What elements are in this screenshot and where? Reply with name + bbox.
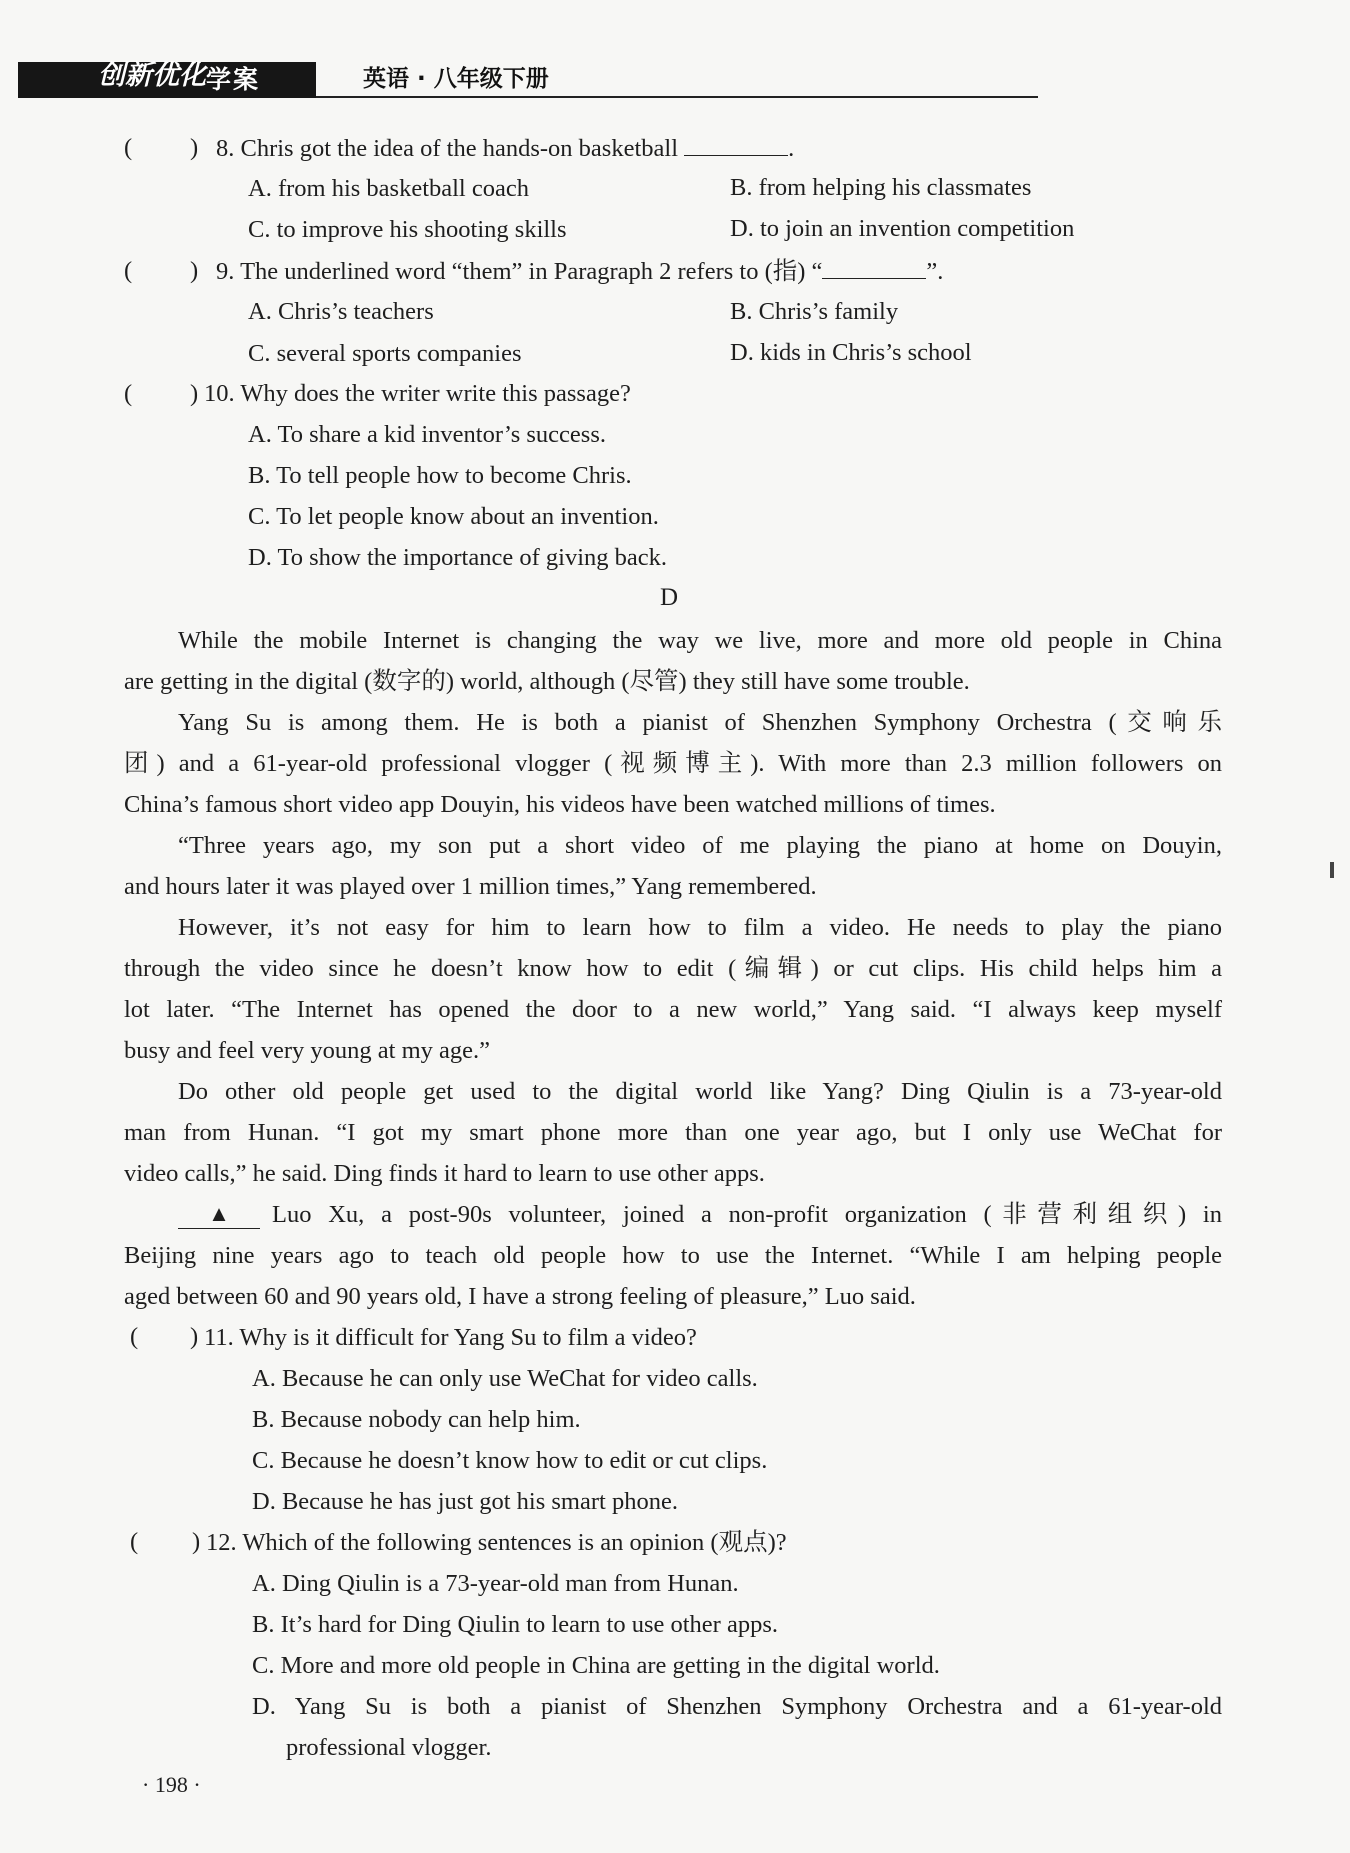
option: B. Chris’s family <box>730 298 899 325</box>
option: B. It’s hard for Ding Qiulin to learn to use other apps. <box>252 1611 778 1638</box>
option: B. from helping his classmates <box>730 174 1032 201</box>
question-number: 11. <box>204 1324 234 1351</box>
answer-paren: ( <box>130 1323 139 1350</box>
answer-paren-close: ) <box>190 1323 199 1350</box>
option: C. to improve his shooting skills <box>248 216 567 243</box>
option: A. from his basketball coach <box>248 175 529 202</box>
option: A. Chris’s teachers <box>248 298 434 325</box>
question-number: 12. <box>206 1529 237 1556</box>
question-stem <box>204 1323 697 1353</box>
question-text: Why is it difficult for Yang Su to film a video? <box>239 1324 697 1351</box>
question-text: The underlined word “them” in Paragraph 2 refers to (指) “ <box>240 258 823 285</box>
answer-paren-close: ) <box>190 134 199 161</box>
passage-line: man from Hunan. “I got my smart phone more than one year ago, but I only use WeChat for <box>124 1119 1222 1146</box>
passage-line: However, it’s not easy for him to learn how to film a video. He needs to play the piano <box>178 914 1222 941</box>
question-text: Why does the writer write this passage? <box>240 380 631 407</box>
option: C. To let people know about an invention. <box>248 503 659 530</box>
answer-paren: ( <box>124 380 133 407</box>
passage-line: aged between 60 and 90 years old, I have a strong feeling of pleasure,” Luo said. <box>124 1283 916 1310</box>
brand-suffix: 学案 <box>206 65 261 94</box>
question-stem <box>216 133 794 164</box>
passage-line: Yang Su is among them. He is both a pianist of Shenzhen Symphony Orchestra (交响乐 <box>178 709 1222 736</box>
logo-text: 创新优化 <box>98 60 206 91</box>
brand-logo <box>98 52 298 98</box>
page-number: · 198 · <box>142 1772 201 1797</box>
stem-end: ”. <box>926 258 944 285</box>
passage-line: China’s famous short video app Douyin, his videos have been watched millions of times. <box>124 791 996 818</box>
stem-end: . <box>788 135 795 162</box>
question-text: Chris got the idea of the hands-on basketball <box>240 135 678 162</box>
question-stem <box>204 379 631 409</box>
option: B. Because nobody can help him. <box>252 1406 581 1433</box>
answer-paren-close: ) <box>190 257 199 284</box>
passage-line: Luo Xu, a post-90s volunteer, joined a non-profit organization (非营利组织) in <box>272 1201 1222 1228</box>
section-label: D <box>660 584 679 611</box>
answer-blank <box>684 133 788 156</box>
passage-line: “Three years ago, my son put a short video of me playing the piano at home on Douyin, <box>178 832 1222 859</box>
answer-paren: ( <box>124 134 133 161</box>
question-stem <box>216 256 943 287</box>
passage-line: lot later. “The Internet has opened the door to a new world,” Yang said. “I always keep myself <box>124 996 1222 1023</box>
answer-paren: ( <box>130 1528 139 1555</box>
question-number: 9. <box>216 258 235 285</box>
question-number: 8. <box>216 135 235 162</box>
header-rule <box>316 96 1038 98</box>
question-text: Which of the following sentences is an opinion (观点)? <box>242 1529 787 1556</box>
answer-paren: ( <box>124 257 133 284</box>
option: A. Because he can only use WeChat for video calls. <box>252 1365 758 1392</box>
margin-mark <box>1330 862 1334 878</box>
option: D. kids in Chris’s school <box>730 339 972 366</box>
passage-line: Do other old people get used to the digital world like Yang? Ding Qiulin is a 73-year-old <box>178 1078 1222 1105</box>
option: C. More and more old people in China are getting in the digital world. <box>252 1652 940 1679</box>
answer-blank <box>822 256 926 279</box>
page-header <box>18 52 1038 100</box>
option: C. several sports companies <box>248 340 522 367</box>
passage-line: video calls,” he said. Ding finds it hard to learn to use other apps. <box>124 1160 765 1187</box>
option: D. To show the importance of giving back. <box>248 544 668 571</box>
option: D. Because he has just got his smart phone. <box>252 1488 678 1515</box>
answer-paren-close: ) <box>190 380 199 407</box>
passage-line: 团) and a 61-year-old professional vlogger (视频博主). With more than 2.3 million followers on <box>124 750 1222 777</box>
subject-title: 英语 · 八年级下册 <box>363 66 549 92</box>
option: D. Yang Su is both a pianist of Shenzhen Symphony Orchestra and a 61-year-old <box>252 1693 1222 1720</box>
option: A. Ding Qiulin is a 73-year-old man from Hunan. <box>252 1570 739 1597</box>
passage-line: While the mobile Internet is changing the way we live, more and more old people in China <box>178 627 1222 654</box>
passage-line: Beijing nine years ago to teach old people how to use the Internet. “While I am helping people <box>124 1242 1222 1269</box>
option: C. Because he doesn’t know how to edit or cut clips. <box>252 1447 768 1474</box>
option: D. to join an invention competition <box>730 215 1075 242</box>
answer-paren-close: ) <box>192 1528 201 1555</box>
answer-blank-marker: ▲ <box>178 1200 260 1229</box>
passage-line: busy and feel very young at my age.” <box>124 1037 491 1064</box>
option: A. To share a kid inventor’s success. <box>248 421 607 448</box>
passage-line: through the video since he doesn’t know how to edit (编辑) or cut clips. His child helps him a <box>124 955 1222 982</box>
question-number: 10. <box>204 380 235 407</box>
option: B. To tell people how to become Chris. <box>248 462 632 489</box>
option-continuation: professional vlogger. <box>286 1734 492 1761</box>
passage-line: and hours later it was played over 1 million times,” Yang remembered. <box>124 873 817 900</box>
question-stem <box>206 1528 787 1558</box>
passage-line: are getting in the digital (数字的) world, although (尽管) they still have some trouble. <box>124 668 970 695</box>
